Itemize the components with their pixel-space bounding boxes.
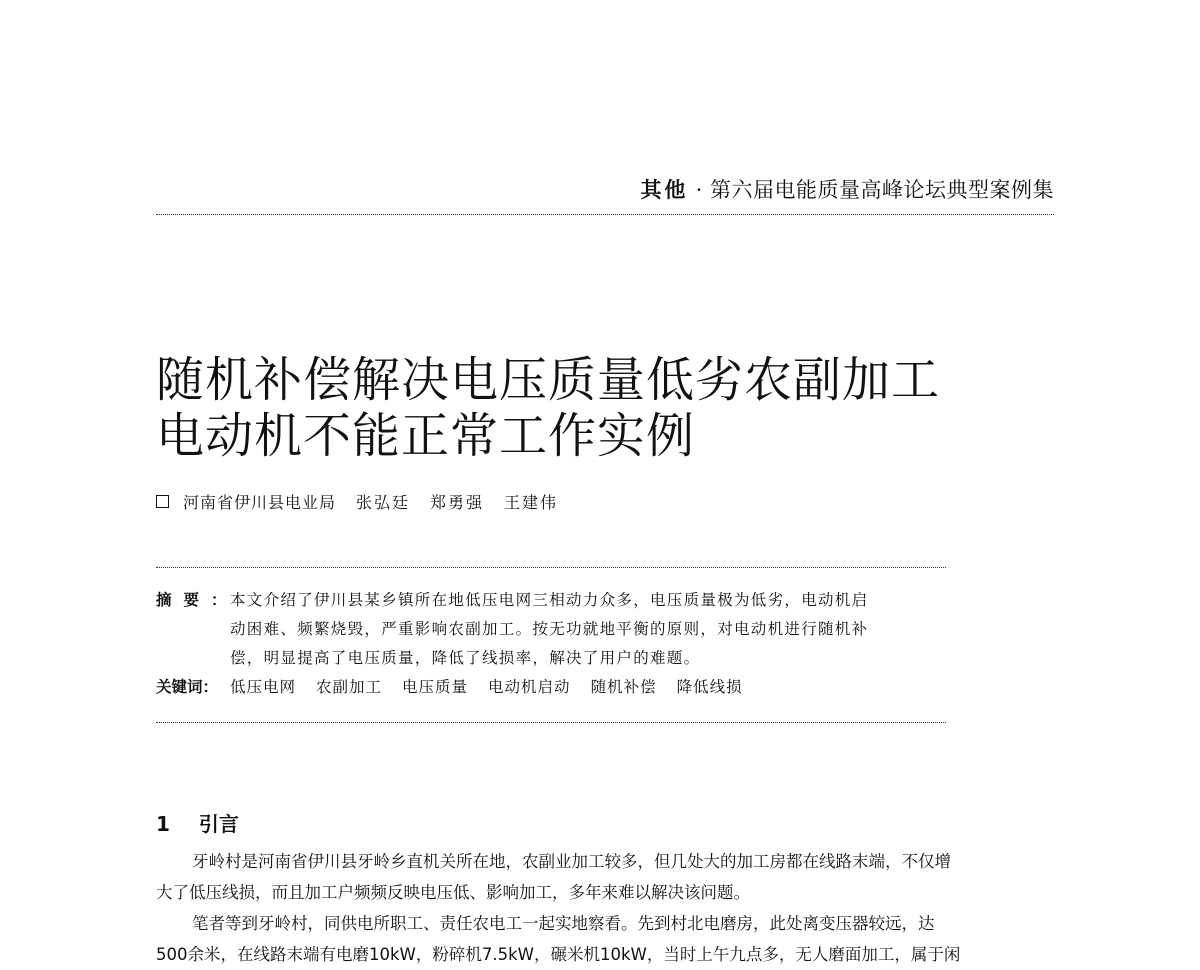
body-line: 500余米，在线路末端有电磨10kW，粉碎机7.5kW，碾米机10kW，当时上午九点多，无人磨面加工，属于闲 <box>156 945 961 964</box>
abstract-line: 本文介绍了伊川县某乡镇所在地低压电网三相动力众多，电压质量极为低劣，电动机启 <box>230 591 869 609</box>
author-name: 王建伟 <box>504 493 559 512</box>
body-line: 牙岭村是河南省伊川县牙岭乡直机关所在地，农副业加工较多，但几处大的加工房都在线路末端，不仅增 <box>192 852 951 871</box>
header-collection: 第六届电能质量高峰论坛典型案例集 <box>710 178 1054 202</box>
abstract-block <box>156 586 956 702</box>
author-name: 张弘廷 <box>356 493 411 512</box>
keywords-row <box>156 673 956 702</box>
abstract-line: 动困难、频繁烧毁，严重影响农副加工。按无功就地平衡的原则，对电动机进行随机补 <box>230 620 869 638</box>
keyword: 农副加工 <box>316 678 383 696</box>
running-header <box>640 174 1054 204</box>
keywords-label: 关键词： <box>156 678 219 696</box>
paper-title <box>156 352 940 464</box>
checkbox-square-icon <box>156 495 169 508</box>
author-name: 郑勇强 <box>430 493 485 512</box>
author-line <box>156 490 578 513</box>
abstract-line: 偿，明显提高了电压质量，降低了线损率，解决了用户的难题。 <box>230 649 701 667</box>
author-affiliation: 河南省伊川县电业局 <box>183 493 337 512</box>
abstract-row <box>156 586 956 673</box>
keyword: 降低线损 <box>676 678 743 696</box>
header-divider <box>156 214 1054 215</box>
section-title: 引言 <box>198 812 239 836</box>
keyword: 电动机启动 <box>488 678 571 696</box>
abstract-label: 摘要： <box>156 591 239 609</box>
keyword: 低压电网 <box>230 678 297 696</box>
title-line-2: 电动机不能正常工作实例 <box>156 408 696 464</box>
keyword: 电压质量 <box>402 678 469 696</box>
body-line: 大了低压线损，而且加工户频频反映电压低、影响加工，多年来难以解决该问题。 <box>156 883 750 902</box>
abstract-top-divider <box>156 567 946 568</box>
section-number: 1 <box>156 812 170 836</box>
title-line-1: 随机补偿解决电压质量低劣农副加工 <box>156 352 941 408</box>
header-section: 其他 <box>640 177 689 202</box>
body-line: 笔者等到牙岭村，同供电所职工、责任农电工一起实地察看。先到村北电磨房，此处离变压器较远，达 <box>192 914 935 933</box>
section-heading <box>156 808 239 837</box>
abstract-text <box>230 586 956 673</box>
abstract-bottom-divider <box>156 722 946 723</box>
keyword: 随机补偿 <box>590 678 657 696</box>
header-separator: · <box>695 178 703 202</box>
section-body <box>156 846 1056 970</box>
